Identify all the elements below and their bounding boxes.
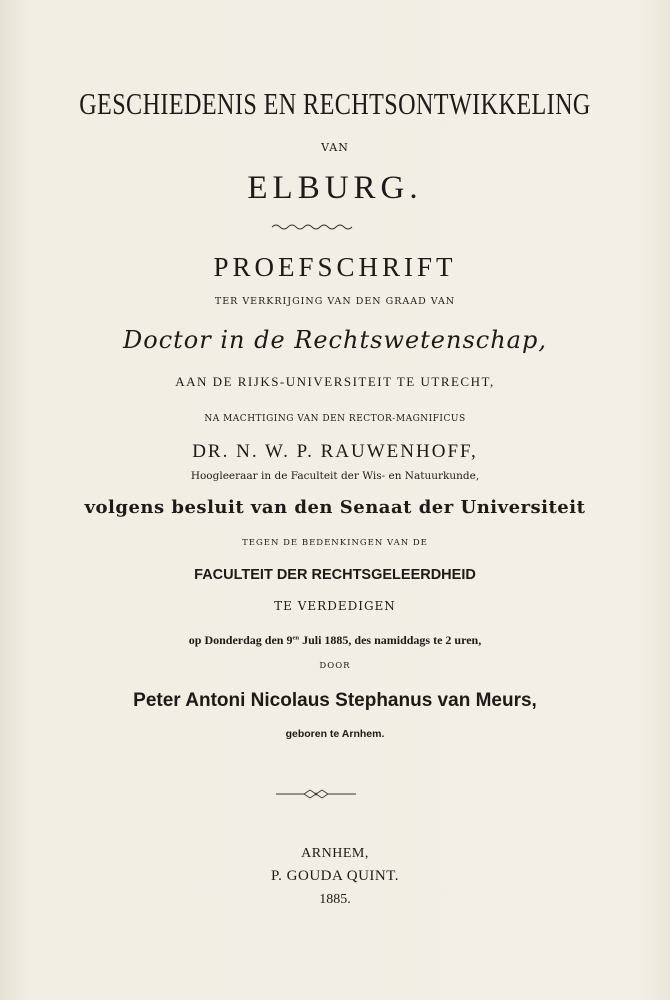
senate-decision: volgens besluit van den Senaat der Universiteit <box>84 497 586 518</box>
ornament-divider-icon <box>274 788 358 800</box>
purpose-line: TER VERKRIJGING VAN DEN GRAAD VAN <box>214 296 456 307</box>
defense-date <box>0 633 670 648</box>
squiggle-divider-icon <box>270 222 355 232</box>
document-heading: PROEFSCHRIFT <box>213 252 457 282</box>
rector-line <box>0 441 670 463</box>
defend-line: TE VERDEDIGEN <box>274 599 396 613</box>
birthplace-line: geboren te Arnhem. <box>285 728 385 740</box>
title-connector: VAN <box>321 141 349 154</box>
date-suffix: Juli 1885, des namiddags te 2 uren, <box>299 633 482 647</box>
date-prefix: op Donderdag den 9 <box>188 633 293 647</box>
rector-title: DR <box>192 441 223 462</box>
rector-position: Hoogleeraar in de Faculteit der Wis- en Natuurkunde, <box>190 470 480 482</box>
place-name: ELBURG. <box>247 170 423 206</box>
book-title: GESCHIEDENIS EN RECHTSONTWIKKELING <box>79 86 591 121</box>
authorization-line: NA MACHTIGING VAN DEN RECTOR-MAGNIFICUS <box>204 414 466 424</box>
against-line: TEGEN DE BEDENKINGEN VAN DE <box>242 538 428 548</box>
degree-line: Doctor in de Rechtswetenschap, <box>123 326 547 354</box>
publisher-city: ARNHEM, <box>301 846 369 861</box>
by-line: DOOR <box>319 661 351 671</box>
author-name: Peter Antoni Nicolaus Stephanus van Meurs, <box>133 690 537 711</box>
publication-year: 1885. <box>319 892 351 907</box>
faculty-line: FACULTEIT DER RECHTSGELEERDHEID <box>194 567 476 583</box>
publisher-name: P. GOUDA QUINT. <box>270 868 400 884</box>
university-line: AAN DE RIJKS-UNIVERSITEIT TE UTRECHT, <box>175 374 495 389</box>
rector-name: . N. W. P. RAUWENHOFF, <box>222 441 478 462</box>
date-ordinal: en <box>292 634 300 642</box>
